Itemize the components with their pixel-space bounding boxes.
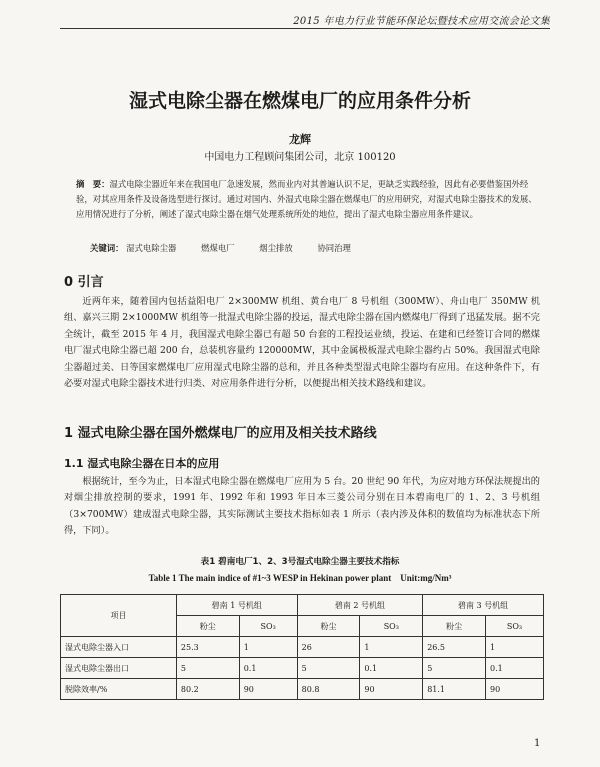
keywords-label: 关键词： (90, 243, 124, 253)
table-cell: 81.1 (423, 679, 486, 700)
paper-title: 湿式电除尘器在燃煤电厂的应用条件分析 (128, 90, 471, 112)
table-caption-en: Table 1 The main indice of #1~3 WESP in Hekinan power plant Unit:mg/Nm³ (148, 573, 452, 583)
table-cell: 0.1 (485, 658, 543, 679)
row-label: 脱除效率/% (61, 679, 177, 700)
table-cell: 26.5 (423, 637, 486, 658)
keyword: 协同治理 (317, 243, 351, 253)
table-row (61, 679, 544, 700)
page-number: 1 (534, 738, 541, 749)
table-cell: 80.2 (176, 679, 239, 700)
section-1-1-paragraph: 根据统计，至今为止，日本湿式电除尘器在燃煤电厂应用为 5 台。20 世纪 90 年代，为应对地方环保法规提出的对烟尘排放控制的要求，1991 年、1992 年和 1993 年日本三菱公司分别在日本碧南电厂的 1、2、3 号机组（3×700MW）建成湿式电除尘器，其实际测试主要技术指标如表 1 所示（表内涉及体积的数值均为标准状态下所得，下同）。 (64, 476, 540, 537)
table-cell: 1 (239, 637, 297, 658)
table-header-unit: 碧南 3 号机组 (423, 595, 544, 616)
keyword: 烟尘排放 (259, 243, 293, 253)
table-cell: 90 (360, 679, 423, 700)
table-cell: 0.1 (239, 658, 297, 679)
keyword: 湿式电除尘器 (126, 243, 177, 253)
section-1-heading: 1 湿式电除尘器在国外燃煤电厂的应用及相关技术路线 (64, 426, 377, 441)
table-caption-cn: 表1 碧南电厂1、2、3号湿式电除尘器主要技术指标 (200, 557, 400, 567)
table-subheader: 粉尘 (297, 616, 360, 637)
table-subheader: 粉尘 (176, 616, 239, 637)
header-rule (60, 28, 550, 29)
row-label: 湿式电除尘器出口 (61, 658, 177, 679)
section-1-1-heading: 1.1 湿式电除尘器在日本的应用 (64, 457, 220, 470)
table-cell: 5 (423, 658, 486, 679)
author-affiliation: 中国电力工程顾问集团公司，北京 100120 (204, 152, 396, 163)
table-row (61, 658, 544, 679)
table-cell: 80.8 (297, 679, 360, 700)
abstract (76, 177, 538, 222)
abstract-text: 湿式电除尘器近年来在我国电厂急速发展，然而业内对其普遍认识不足，更缺乏实践经验，因此有必要借鉴国外经验，对其应用条件及设备选型进行探讨。通过对国内、外湿式电除尘器在燃煤电厂的应用研究，对湿式电除尘器技术的发展、应用情况进行了分析，阐述了湿式电除尘器在烟气处理系统所处的地位，提出了湿式电除尘器应用条件建议。 (76, 179, 537, 219)
table-row (61, 637, 544, 658)
table-cell: 1 (485, 637, 543, 658)
table-cell: 1 (360, 637, 423, 658)
table-cell: 90 (239, 679, 297, 700)
table-cell: 5 (297, 658, 360, 679)
running-header: 2015 年电力行业节能环保论坛暨技术应用交流会论文集 (293, 16, 550, 27)
keyword: 燃煤电厂 (201, 243, 235, 253)
table-header-unit: 碧南 2 号机组 (297, 595, 423, 616)
table-subheader: SO₃ (239, 616, 297, 637)
table-cell: 5 (176, 658, 239, 679)
table-cell: 26 (297, 637, 360, 658)
section-0-heading: 0 引言 (64, 275, 104, 290)
table-subheader: 粉尘 (423, 616, 486, 637)
table-cell: 90 (485, 679, 543, 700)
abstract-label: 摘 要： (76, 179, 110, 189)
table-subheader: SO₃ (485, 616, 543, 637)
table-cell: 25.3 (176, 637, 239, 658)
table-header-item: 项目 (61, 595, 177, 637)
table-cell: 0.1 (360, 658, 423, 679)
section-0-paragraph: 近两年来，随着国内包括益阳电厂 2×300MW 机组、黄台电厂 8 号机组（300MW）、舟山电厂 350MW 机组、嘉兴三期 2×1000MW 机组等一批湿式电除尘器的投运，湿式电除尘器在国内燃煤电厂得到了迅猛发展。据不完全统计，截至 2015 年 4 月，我国湿式电除尘器已有超 50 台套的工程投运业绩，投运、在建和已经签订合同的燃煤电厂湿式电除尘器已超 200 台，总装机容量约 120000MW，其中金属极板湿式电除尘器约占 50%。我国湿式电除尘器超过美、日等国家燃煤电厂应用湿式电除尘器的总和，并且各种类型湿式电除尘器均有应用。在这种条件下，有必要对湿式电除尘器技术进行归类、对应用条件进行分析，以便提出相关技术路线和建议。 (64, 296, 540, 390)
keywords (90, 242, 540, 254)
row-label: 湿式电除尘器入口 (61, 637, 177, 658)
data-table (60, 594, 544, 700)
table-subheader: SO₃ (360, 616, 423, 637)
table-header-unit: 碧南 1 号机组 (176, 595, 297, 616)
author-name: 龙辉 (289, 133, 311, 146)
